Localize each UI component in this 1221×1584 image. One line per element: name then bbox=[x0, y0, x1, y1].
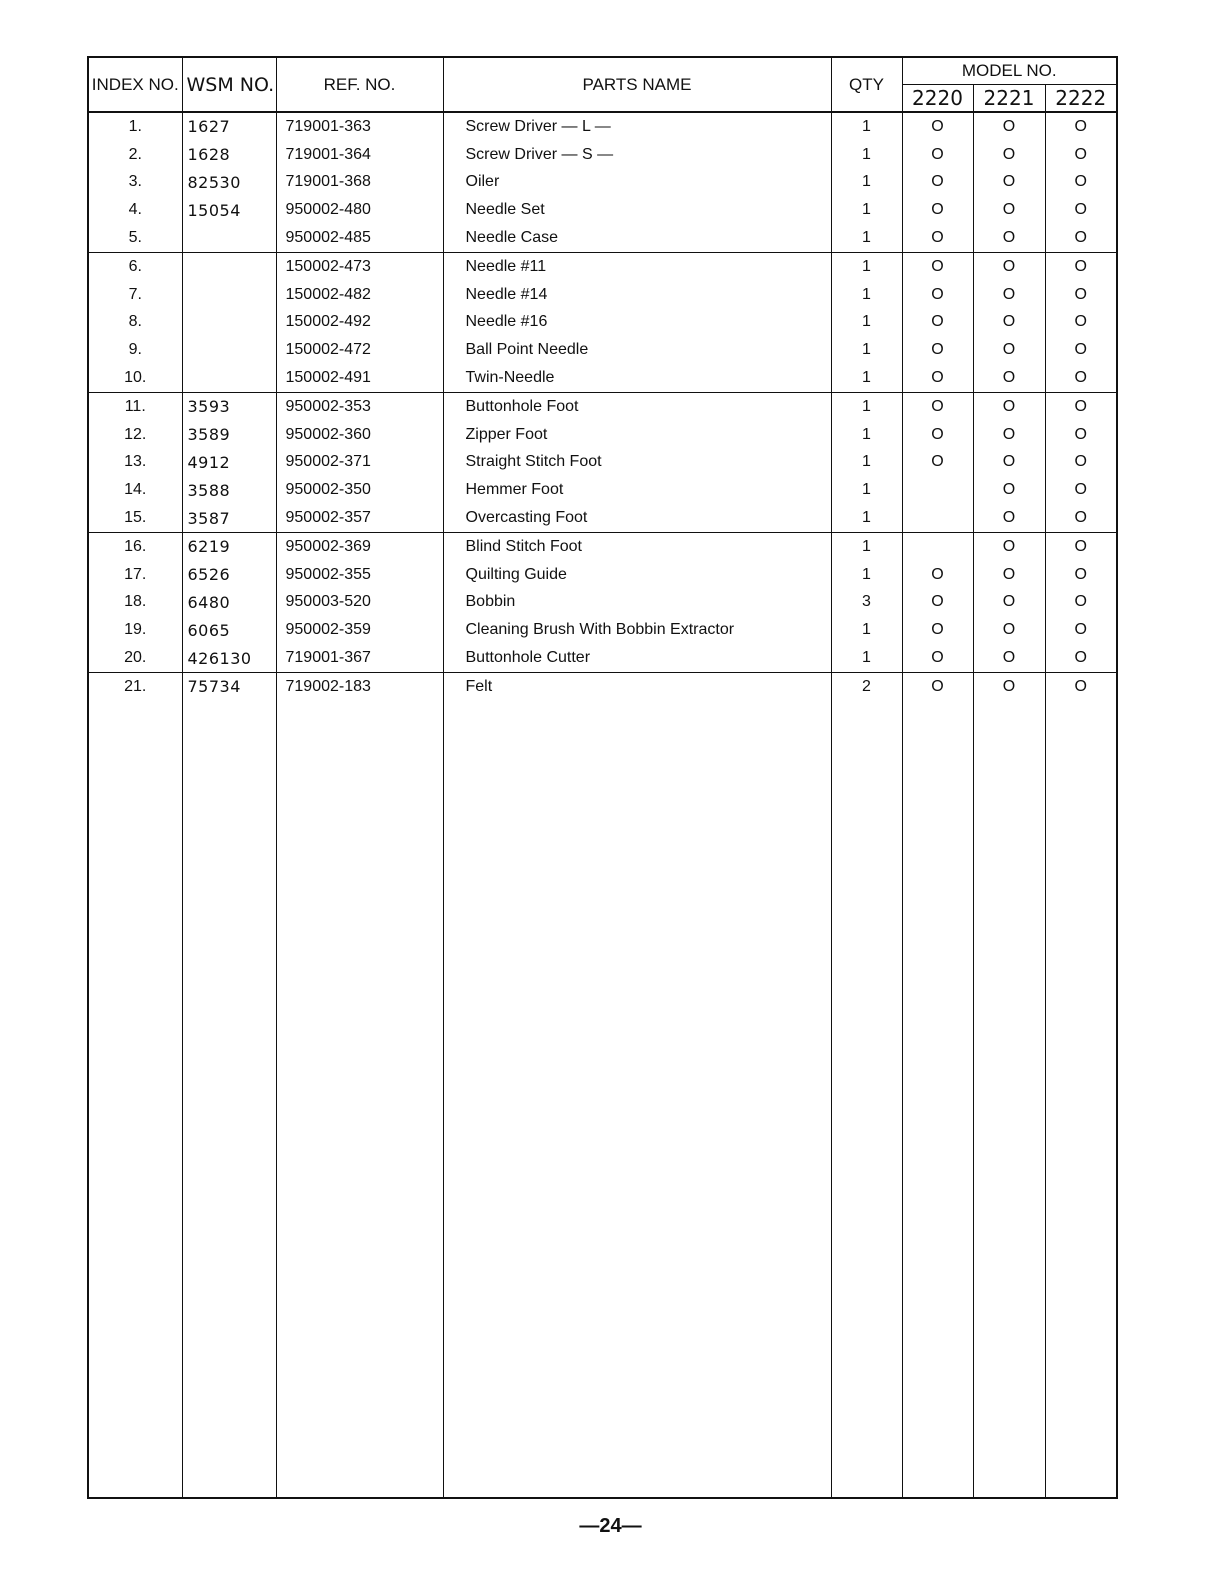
wsm-no-cell bbox=[182, 336, 276, 364]
wsm-no-cell bbox=[182, 309, 276, 337]
model-2220-mark: O bbox=[902, 561, 973, 589]
model-2220-mark: O bbox=[902, 309, 973, 337]
qty-cell: 1 bbox=[831, 169, 902, 197]
index-no-cell: 4. bbox=[88, 196, 182, 224]
qty-cell: 1 bbox=[831, 449, 902, 477]
wsm-no-cell bbox=[182, 224, 276, 252]
wsm-no-cell: 6065 bbox=[182, 616, 276, 644]
table-row bbox=[88, 196, 1117, 224]
model-2220-mark: O bbox=[902, 281, 973, 309]
index-no-cell: 11. bbox=[88, 392, 182, 420]
qty-cell: 1 bbox=[831, 309, 902, 337]
index-no-cell: 15. bbox=[88, 504, 182, 532]
wsm-no-cell: 3589 bbox=[182, 421, 276, 449]
table-row bbox=[88, 141, 1117, 169]
qty-cell: 1 bbox=[831, 421, 902, 449]
model-2220-mark: O bbox=[902, 672, 973, 700]
index-no-cell: 17. bbox=[88, 561, 182, 589]
ref-no-cell: 719001-363 bbox=[276, 112, 443, 141]
part-name-cell: Blind Stitch Foot bbox=[443, 532, 831, 560]
model-2222-mark: O bbox=[1045, 252, 1117, 280]
index-no-cell: 16. bbox=[88, 532, 182, 560]
table-row bbox=[88, 589, 1117, 617]
model-2221-mark: O bbox=[973, 672, 1045, 700]
model-2221-mark: O bbox=[973, 504, 1045, 532]
part-name-cell: Quilting Guide bbox=[443, 561, 831, 589]
index-no-cell: 21. bbox=[88, 672, 182, 700]
model-2220-mark: O bbox=[902, 364, 973, 392]
model-2220-mark: O bbox=[902, 589, 973, 617]
header-model-no: MODEL NO. bbox=[902, 57, 1117, 85]
ref-no-cell: 950002-369 bbox=[276, 532, 443, 560]
header-model-2221: 2221 bbox=[973, 85, 1045, 113]
index-no-cell: 19. bbox=[88, 616, 182, 644]
model-2222-mark: O bbox=[1045, 504, 1117, 532]
ref-no-cell: 950002-355 bbox=[276, 561, 443, 589]
model-2222-mark: O bbox=[1045, 392, 1117, 420]
part-name-cell: Oiler bbox=[443, 169, 831, 197]
model-2222-mark: O bbox=[1045, 281, 1117, 309]
ref-no-cell: 950002-360 bbox=[276, 421, 443, 449]
header-index-no: INDEX NO. bbox=[88, 57, 182, 112]
wsm-no-cell: 4912 bbox=[182, 449, 276, 477]
ref-no-cell: 950002-371 bbox=[276, 449, 443, 477]
model-2221-mark: O bbox=[973, 336, 1045, 364]
model-2220-mark bbox=[902, 476, 973, 504]
table-row bbox=[88, 281, 1117, 309]
model-2222-mark: O bbox=[1045, 644, 1117, 672]
wsm-no-cell: 75734 bbox=[182, 672, 276, 700]
model-2222-mark: O bbox=[1045, 309, 1117, 337]
header-parts-name: PARTS NAME bbox=[443, 57, 831, 112]
ref-no-cell: 150002-492 bbox=[276, 309, 443, 337]
part-name-cell: Needle #11 bbox=[443, 252, 831, 280]
wsm-no-cell: 3593 bbox=[182, 392, 276, 420]
part-name-cell: Needle #14 bbox=[443, 281, 831, 309]
model-2222-mark: O bbox=[1045, 532, 1117, 560]
table-row bbox=[88, 449, 1117, 477]
part-name-cell: Hemmer Foot bbox=[443, 476, 831, 504]
model-2222-mark: O bbox=[1045, 224, 1117, 252]
wsm-no-cell bbox=[182, 252, 276, 280]
model-2221-mark: O bbox=[973, 392, 1045, 420]
model-2221-mark: O bbox=[973, 561, 1045, 589]
parts-table-body bbox=[88, 112, 1117, 1498]
model-2222-mark: O bbox=[1045, 141, 1117, 169]
model-2220-mark bbox=[902, 504, 973, 532]
part-name-cell: Cleaning Brush With Bobbin Extractor bbox=[443, 616, 831, 644]
header-qty: QTY bbox=[831, 57, 902, 112]
model-2220-mark: O bbox=[902, 169, 973, 197]
index-no-cell: 12. bbox=[88, 421, 182, 449]
model-2222-mark: O bbox=[1045, 561, 1117, 589]
ref-no-cell: 950002-480 bbox=[276, 196, 443, 224]
index-no-cell: 18. bbox=[88, 589, 182, 617]
part-name-cell: Bobbin bbox=[443, 589, 831, 617]
model-2221-mark: O bbox=[973, 532, 1045, 560]
model-2222-mark: O bbox=[1045, 169, 1117, 197]
qty-cell: 1 bbox=[831, 504, 902, 532]
qty-cell: 1 bbox=[831, 196, 902, 224]
model-2221-mark: O bbox=[973, 616, 1045, 644]
qty-cell: 1 bbox=[831, 476, 902, 504]
qty-cell: 1 bbox=[831, 561, 902, 589]
wsm-no-cell: 1628 bbox=[182, 141, 276, 169]
model-2221-mark: O bbox=[973, 476, 1045, 504]
table-row bbox=[88, 336, 1117, 364]
index-no-cell: 13. bbox=[88, 449, 182, 477]
header-model-2220: 2220 bbox=[902, 85, 973, 113]
model-2222-mark: O bbox=[1045, 616, 1117, 644]
part-name-cell: Screw Driver — L — bbox=[443, 112, 831, 141]
model-2220-mark: O bbox=[902, 336, 973, 364]
qty-cell: 1 bbox=[831, 281, 902, 309]
model-2220-mark: O bbox=[902, 421, 973, 449]
index-no-cell: 14. bbox=[88, 476, 182, 504]
model-2221-mark: O bbox=[973, 589, 1045, 617]
ref-no-cell: 950002-350 bbox=[276, 476, 443, 504]
ref-no-cell: 950002-359 bbox=[276, 616, 443, 644]
table-row bbox=[88, 504, 1117, 532]
ref-no-cell: 150002-473 bbox=[276, 252, 443, 280]
model-2220-mark: O bbox=[902, 141, 973, 169]
model-2222-mark: O bbox=[1045, 476, 1117, 504]
model-2221-mark: O bbox=[973, 112, 1045, 141]
table-row bbox=[88, 672, 1117, 700]
model-2222-mark: O bbox=[1045, 672, 1117, 700]
model-2222-mark: O bbox=[1045, 112, 1117, 141]
ref-no-cell: 950002-357 bbox=[276, 504, 443, 532]
model-2221-mark: O bbox=[973, 141, 1045, 169]
part-name-cell: Needle Set bbox=[443, 196, 831, 224]
ref-no-cell: 719002-183 bbox=[276, 672, 443, 700]
model-2221-mark: O bbox=[973, 644, 1045, 672]
model-2220-mark: O bbox=[902, 224, 973, 252]
part-name-cell: Twin-Needle bbox=[443, 364, 831, 392]
wsm-no-cell: 426130 bbox=[182, 644, 276, 672]
index-no-cell: 3. bbox=[88, 169, 182, 197]
header-model-2222: 2222 bbox=[1045, 85, 1117, 113]
ref-no-cell: 150002-491 bbox=[276, 364, 443, 392]
qty-cell: 1 bbox=[831, 364, 902, 392]
part-name-cell: Buttonhole Cutter bbox=[443, 644, 831, 672]
wsm-no-cell bbox=[182, 281, 276, 309]
index-no-cell: 7. bbox=[88, 281, 182, 309]
model-2220-mark: O bbox=[902, 616, 973, 644]
wsm-no-cell: 82530 bbox=[182, 169, 276, 197]
model-2222-mark: O bbox=[1045, 421, 1117, 449]
wsm-no-cell: 6480 bbox=[182, 589, 276, 617]
part-name-cell: Straight Stitch Foot bbox=[443, 449, 831, 477]
qty-cell: 1 bbox=[831, 644, 902, 672]
qty-cell: 2 bbox=[831, 672, 902, 700]
index-no-cell: 6. bbox=[88, 252, 182, 280]
ref-no-cell: 719001-364 bbox=[276, 141, 443, 169]
model-2222-mark: O bbox=[1045, 196, 1117, 224]
part-name-cell: Felt bbox=[443, 672, 831, 700]
model-2221-mark: O bbox=[973, 169, 1045, 197]
qty-cell: 1 bbox=[831, 141, 902, 169]
qty-cell: 1 bbox=[831, 616, 902, 644]
qty-cell: 1 bbox=[831, 224, 902, 252]
qty-cell: 1 bbox=[831, 336, 902, 364]
header-ref-no: REF. NO. bbox=[276, 57, 443, 112]
model-2222-mark: O bbox=[1045, 336, 1117, 364]
model-2220-mark: O bbox=[902, 196, 973, 224]
header-wsm-no: WSM NO. bbox=[182, 57, 276, 112]
index-no-cell: 1. bbox=[88, 112, 182, 141]
wsm-no-cell bbox=[182, 364, 276, 392]
table-row bbox=[88, 169, 1117, 197]
model-2221-mark: O bbox=[973, 364, 1045, 392]
wsm-no-cell: 3587 bbox=[182, 504, 276, 532]
table-row bbox=[88, 392, 1117, 420]
table-row bbox=[88, 252, 1117, 280]
part-name-cell: Ball Point Needle bbox=[443, 336, 831, 364]
model-2221-mark: O bbox=[973, 309, 1045, 337]
qty-cell: 1 bbox=[831, 112, 902, 141]
model-2220-mark bbox=[902, 532, 973, 560]
ref-no-cell: 950002-485 bbox=[276, 224, 443, 252]
table-filler-row bbox=[88, 701, 1117, 1498]
index-no-cell: 8. bbox=[88, 309, 182, 337]
model-2220-mark: O bbox=[902, 252, 973, 280]
model-2221-mark: O bbox=[973, 196, 1045, 224]
qty-cell: 1 bbox=[831, 252, 902, 280]
table-row bbox=[88, 561, 1117, 589]
index-no-cell: 20. bbox=[88, 644, 182, 672]
ref-no-cell: 950002-353 bbox=[276, 392, 443, 420]
model-2221-mark: O bbox=[973, 449, 1045, 477]
index-no-cell: 5. bbox=[88, 224, 182, 252]
wsm-no-cell: 6526 bbox=[182, 561, 276, 589]
ref-no-cell: 719001-368 bbox=[276, 169, 443, 197]
model-2221-mark: O bbox=[973, 252, 1045, 280]
ref-no-cell: 150002-472 bbox=[276, 336, 443, 364]
table-row bbox=[88, 421, 1117, 449]
model-2221-mark: O bbox=[973, 224, 1045, 252]
part-name-cell: Overcasting Foot bbox=[443, 504, 831, 532]
model-2220-mark: O bbox=[902, 392, 973, 420]
part-name-cell: Buttonhole Foot bbox=[443, 392, 831, 420]
table-row bbox=[88, 476, 1117, 504]
table-row bbox=[88, 112, 1117, 141]
index-no-cell: 2. bbox=[88, 141, 182, 169]
ref-no-cell: 719001-367 bbox=[276, 644, 443, 672]
model-2221-mark: O bbox=[973, 421, 1045, 449]
qty-cell: 1 bbox=[831, 532, 902, 560]
model-2221-mark: O bbox=[973, 281, 1045, 309]
part-name-cell: Zipper Foot bbox=[443, 421, 831, 449]
wsm-no-cell: 1627 bbox=[182, 112, 276, 141]
table-row bbox=[88, 616, 1117, 644]
index-no-cell: 10. bbox=[88, 364, 182, 392]
wsm-no-cell: 6219 bbox=[182, 532, 276, 560]
model-2222-mark: O bbox=[1045, 449, 1117, 477]
model-2220-mark: O bbox=[902, 644, 973, 672]
wsm-no-cell: 15054 bbox=[182, 196, 276, 224]
model-2222-mark: O bbox=[1045, 364, 1117, 392]
index-no-cell: 9. bbox=[88, 336, 182, 364]
part-name-cell: Needle Case bbox=[443, 224, 831, 252]
part-name-cell: Needle #16 bbox=[443, 309, 831, 337]
ref-no-cell: 150002-482 bbox=[276, 281, 443, 309]
table-row bbox=[88, 309, 1117, 337]
table-row bbox=[88, 644, 1117, 672]
ref-no-cell: 950003-520 bbox=[276, 589, 443, 617]
parts-table bbox=[87, 56, 1118, 1499]
model-2220-mark: O bbox=[902, 112, 973, 141]
table-row bbox=[88, 532, 1117, 560]
wsm-no-cell: 3588 bbox=[182, 476, 276, 504]
part-name-cell: Screw Driver — S — bbox=[443, 141, 831, 169]
table-row bbox=[88, 364, 1117, 392]
qty-cell: 1 bbox=[831, 392, 902, 420]
model-2220-mark: O bbox=[902, 449, 973, 477]
table-row bbox=[88, 224, 1117, 252]
model-2222-mark: O bbox=[1045, 589, 1117, 617]
qty-cell: 3 bbox=[831, 589, 902, 617]
page-number: —24— bbox=[579, 1515, 642, 1537]
